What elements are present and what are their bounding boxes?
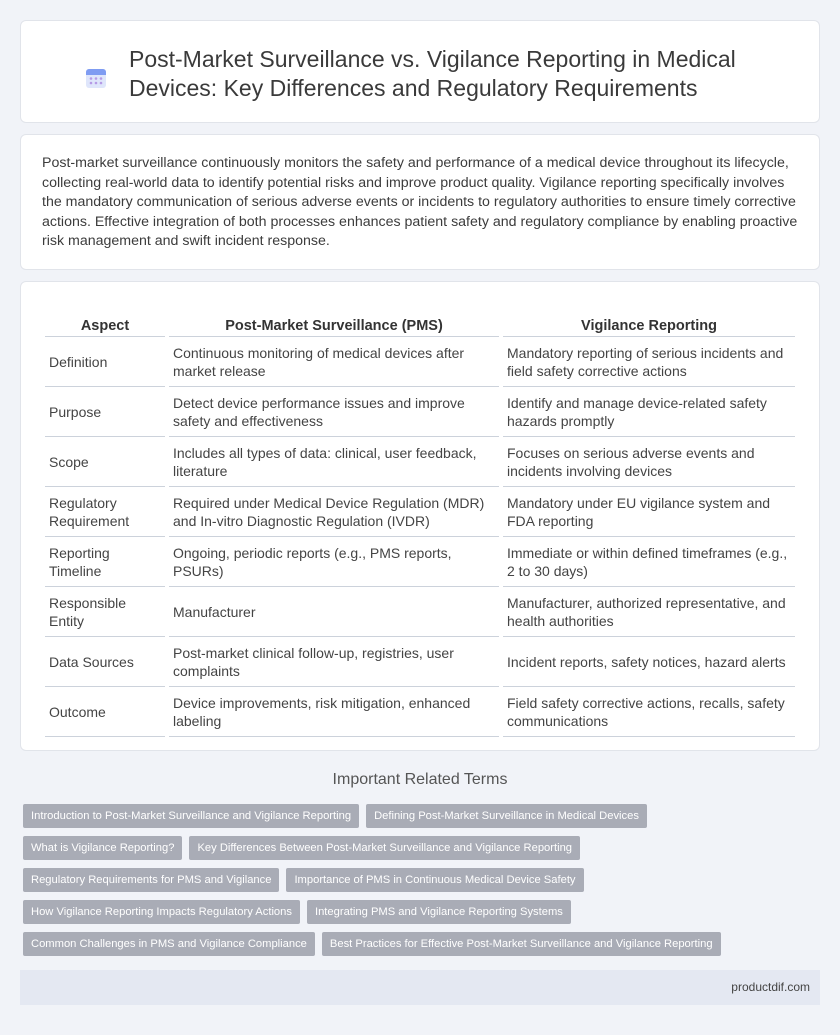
related-term-tag[interactable]: Common Challenges in PMS and Vigilance Compliance [23, 932, 315, 956]
table-row [45, 487, 795, 537]
table-row [45, 437, 795, 487]
table-row [45, 537, 795, 587]
cell-aspect: Purpose [45, 387, 165, 437]
cell-aspect: Responsible Entity [45, 587, 165, 637]
cell-vigilance: Incident reports, safety notices, hazard alerts [503, 637, 795, 687]
related-term-tag[interactable]: Defining Post-Market Surveillance in Medical Devices [366, 804, 647, 828]
cell-aspect: Reporting Timeline [45, 537, 165, 587]
cell-vigilance: Mandatory under EU vigilance system and FDA reporting [503, 487, 795, 537]
cell-aspect: Definition [45, 337, 165, 387]
comparison-card [20, 281, 820, 751]
cell-pms: Device improvements, risk mitigation, enhanced labeling [169, 687, 499, 737]
cell-pms: Includes all types of data: clinical, user feedback, literature [169, 437, 499, 487]
cell-aspect: Data Sources [45, 637, 165, 687]
header-card [20, 20, 820, 123]
related-term-tag[interactable]: Importance of PMS in Continuous Medical Device Safety [286, 868, 583, 892]
cell-aspect: Scope [45, 437, 165, 487]
intro-paragraph: Post-market surveillance continuously monitors the safety and performance of a medical device throughout its lifecycle, collecting real-world data to identify potential risks and improve product quality. Vigilance reporting specifically involves the mandatory communication of serious adverse events or incidents to regulatory authorities to ensure timely corrective actions. Effective integration of both processes enhances patient safety and regulatory compliance by enabling proactive risk management and swift incident response. [42, 155, 798, 250]
related-terms-list [23, 804, 803, 964]
header-vigilance: Vigilance Reporting [503, 313, 795, 337]
cell-pms: Ongoing, periodic reports (e.g., PMS reports, PSURs) [169, 537, 499, 587]
cell-vigilance: Mandatory reporting of serious incidents and field safety corrective actions [503, 337, 795, 387]
header-pms: Post-Market Surveillance (PMS) [169, 313, 499, 337]
table-row [45, 587, 795, 637]
cell-pms: Post-market clinical follow-up, registries, user complaints [169, 637, 499, 687]
footer [20, 970, 820, 1005]
cell-vigilance: Manufacturer, authorized representative, and health authorities [503, 587, 795, 637]
related-term-tag[interactable]: What is Vigilance Reporting? [23, 836, 182, 860]
cell-aspect: Outcome [45, 687, 165, 737]
footer-site[interactable]: productdif.com [731, 980, 810, 994]
table-row [45, 337, 795, 387]
cell-pms: Manufacturer [169, 587, 499, 637]
related-term-tag[interactable]: Introduction to Post-Market Surveillance and Vigilance Reporting [23, 804, 359, 828]
table-header-row [45, 313, 795, 337]
intro-card [20, 134, 820, 270]
table-row [45, 637, 795, 687]
cell-vigilance: Field safety corrective actions, recalls, safety communications [503, 687, 795, 737]
related-terms-heading: Important Related Terms [332, 771, 508, 788]
cell-vigilance: Focuses on serious adverse events and incidents involving devices [503, 437, 795, 487]
table-row [45, 687, 795, 737]
cell-vigilance: Immediate or within defined timeframes (e.g., 2 to 30 days) [503, 537, 795, 587]
table-row [45, 387, 795, 437]
cell-pms: Continuous monitoring of medical devices after market release [169, 337, 499, 387]
related-term-tag[interactable]: Key Differences Between Post-Market Surveillance and Vigilance Reporting [189, 836, 580, 860]
cell-pms: Detect device performance issues and improve safety and effectiveness [169, 387, 499, 437]
related-term-tag[interactable]: Regulatory Requirements for PMS and Vigilance [23, 868, 279, 892]
cell-pms: Required under Medical Device Regulation (MDR) and In-vitro Diagnostic Regulation (IVDR) [169, 487, 499, 537]
comparison-table [41, 313, 799, 737]
header-aspect: Aspect [45, 313, 165, 337]
cell-aspect: Regulatory Requirement [45, 487, 165, 537]
cell-vigilance: Identify and manage device-related safety hazards promptly [503, 387, 795, 437]
related-term-tag[interactable]: Integrating PMS and Vigilance Reporting Systems [307, 900, 571, 924]
related-term-tag[interactable]: Best Practices for Effective Post-Market Surveillance and Vigilance Reporting [322, 932, 721, 956]
related-term-tag[interactable]: How Vigilance Reporting Impacts Regulatory Actions [23, 900, 300, 924]
page-title: Post-Market Surveillance vs. Vigilance Reporting in Medical Devices: Key Differences and Regulatory Requirements [129, 46, 736, 101]
